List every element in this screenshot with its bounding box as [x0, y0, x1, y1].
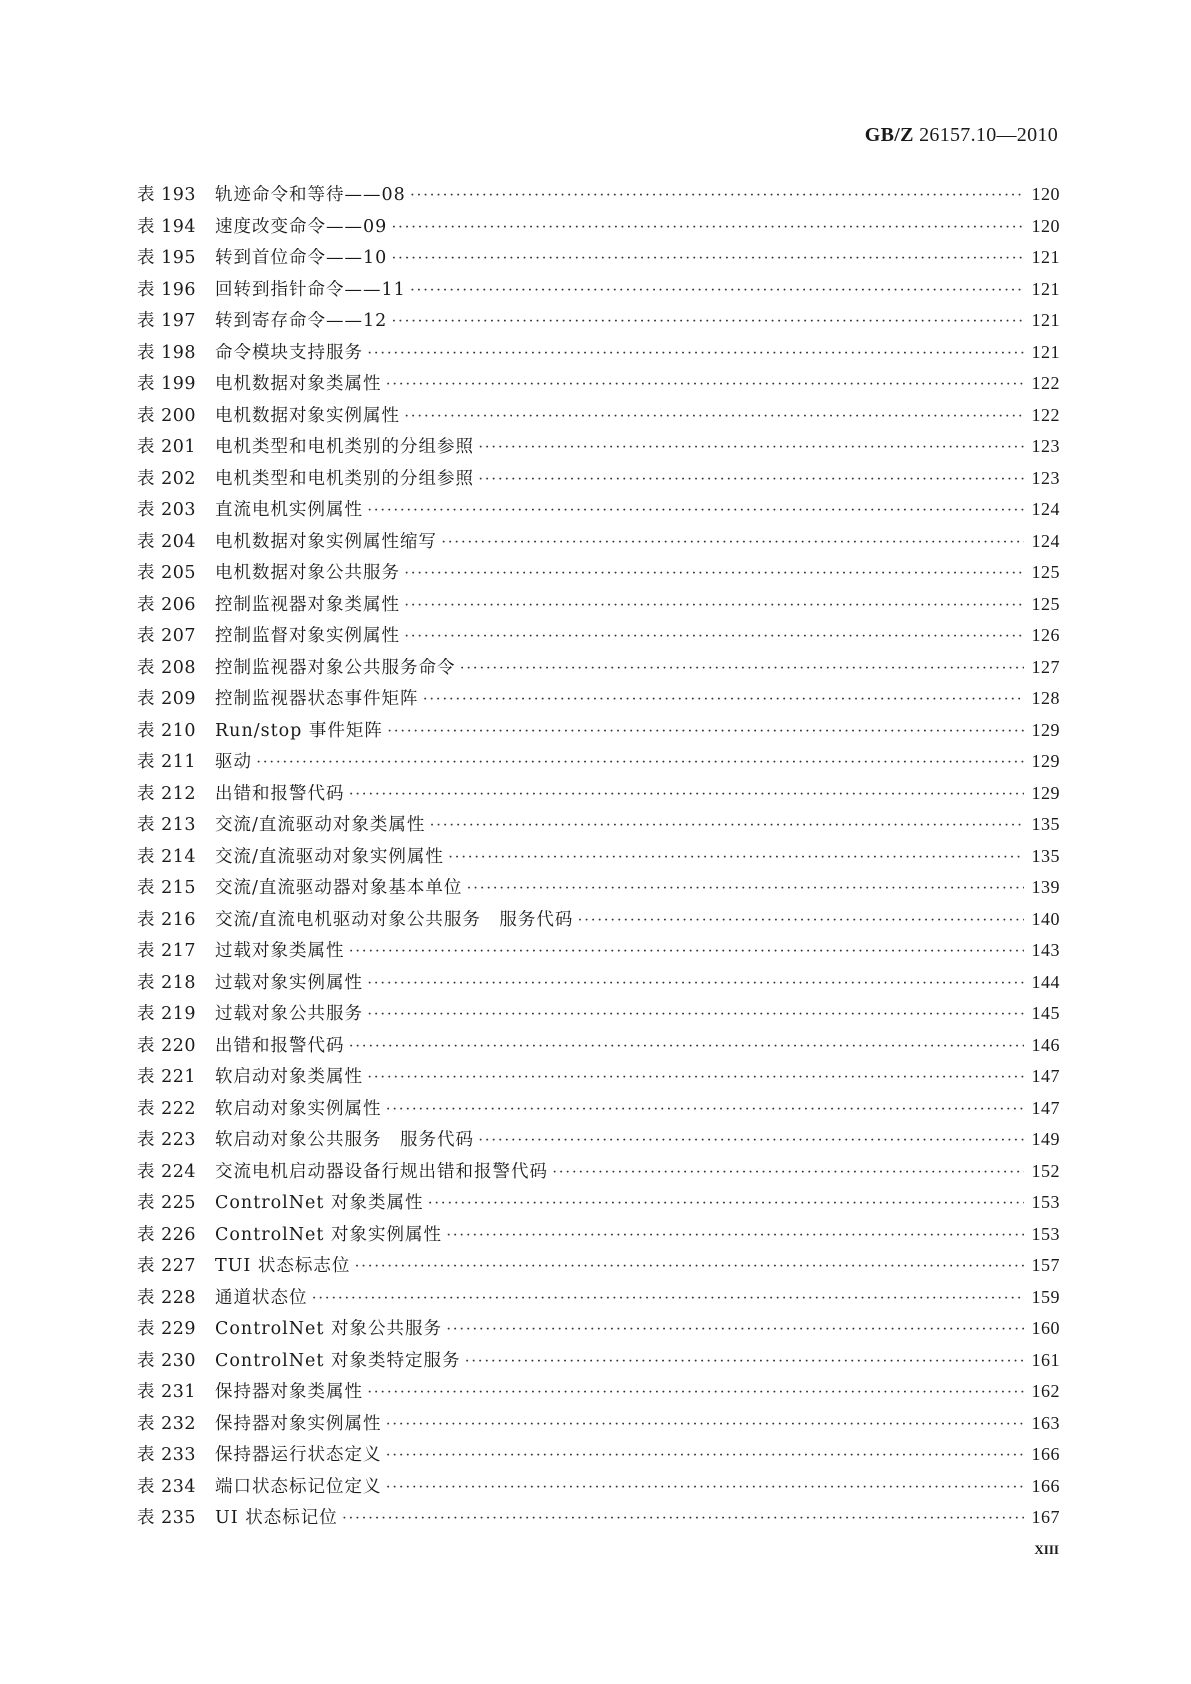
toc-entry[interactable]: [137, 1376, 1060, 1408]
toc-entry-label: 表 213: [137, 815, 196, 835]
toc-entry[interactable]: [137, 274, 1060, 306]
toc-entry[interactable]: [137, 746, 1060, 778]
leader-dots: [312, 1283, 1024, 1315]
toc-entry-page: 121: [1031, 310, 1060, 330]
toc-entry-title: 软启动对象实例属性: [215, 1098, 382, 1119]
toc-entry[interactable]: [137, 652, 1060, 684]
toc-entry[interactable]: [137, 1313, 1060, 1345]
toc-entry[interactable]: [137, 1187, 1060, 1219]
leader-dots: [386, 1094, 1024, 1126]
toc-entry[interactable]: [137, 305, 1060, 337]
toc-entry-label: 表 234: [137, 1476, 196, 1497]
toc-entry-title: 控制监督对象实例属性: [215, 626, 400, 646]
toc-entry-page: 121: [1031, 247, 1060, 267]
toc-entry-title: Run/stop 事件矩阵: [215, 720, 383, 741]
toc-entry-page: 163: [1031, 1412, 1060, 1433]
toc-entry-page: 125: [1031, 593, 1060, 614]
toc-entry-label: 表 194: [137, 216, 196, 237]
toc-entry-page: 135: [1031, 814, 1060, 834]
leader-dots: [577, 905, 1023, 937]
toc-entry-page: 122: [1031, 404, 1060, 425]
leader-dots: [386, 1440, 1024, 1472]
toc-entry-label: 表 209: [137, 689, 196, 709]
toc-entry-title: 交流/直流驱动对象类属性: [215, 815, 426, 835]
toc-entry-title: 直流电机实例属性: [215, 500, 363, 520]
leader-dots: [387, 716, 1024, 748]
toc-entry[interactable]: [137, 841, 1060, 873]
toc-entry-page: 146: [1031, 1034, 1060, 1055]
leader-dots: [460, 653, 1024, 685]
toc-entry-page: 126: [1031, 625, 1060, 645]
toc-entry[interactable]: [137, 1156, 1060, 1188]
toc-entry-label: 表 228: [137, 1287, 196, 1308]
toc-entry-page: 120: [1031, 184, 1060, 204]
toc-entry-title: 电机数据对象类属性: [215, 374, 382, 394]
toc-entry-label: 表 233: [137, 1445, 196, 1465]
toc-entry-title: 过载对象公共服务: [215, 1004, 363, 1024]
toc-entry-label: 表 203: [137, 500, 196, 520]
leader-dots: [466, 873, 1023, 905]
leader-dots: [478, 464, 1024, 496]
toc-entry-label: 表 195: [137, 248, 196, 268]
leader-dots: [410, 275, 1024, 307]
toc-entry[interactable]: [137, 1219, 1060, 1251]
toc-entry-page: 166: [1031, 1475, 1060, 1496]
toc-entry-page: 124: [1031, 499, 1060, 519]
leader-dots: [367, 1062, 1024, 1094]
toc-entry-title: 命令模块支持服务: [215, 342, 363, 363]
toc-entry-page: 167: [1031, 1507, 1060, 1527]
toc-entry-page: 147: [1031, 1097, 1060, 1118]
toc-entry-title: 轨迹命令和等待——08: [215, 185, 406, 205]
toc-entry-page: 145: [1031, 1003, 1060, 1023]
toc-entry[interactable]: [137, 1093, 1060, 1125]
leader-dots: [465, 1346, 1024, 1378]
leader-dots: [423, 684, 1024, 716]
toc-entry-title: 保持器对象实例属性: [215, 1413, 382, 1434]
toc-entry-title: ControlNet 对象类属性: [215, 1193, 424, 1213]
toc-entry-label: 表 207: [137, 626, 196, 646]
toc-entry-label: 表 211: [137, 752, 196, 772]
leader-dots: [446, 1220, 1024, 1252]
toc-entry-page: 120: [1031, 215, 1060, 236]
toc-entry-title: 速度改变命令——09: [215, 216, 388, 237]
toc-entry-label: 表 218: [137, 972, 196, 993]
toc-entry[interactable]: [137, 1250, 1060, 1282]
toc-entry-page: 159: [1031, 1286, 1060, 1307]
toc-entry-page: 140: [1031, 908, 1060, 929]
toc-entry-title: 交流/直流驱动对象实例属性: [215, 846, 444, 867]
toc-entry-page: 160: [1031, 1318, 1060, 1338]
page-number: XIII: [1034, 1542, 1059, 1557]
toc-entry-title: 控制监视器对象类属性: [215, 594, 400, 615]
table-of-tables: [137, 179, 1060, 1534]
toc-entry-page: 149: [1031, 1129, 1060, 1149]
toc-entry-title: 电机数据对象公共服务: [215, 563, 400, 583]
toc-entry-page: 153: [1031, 1223, 1060, 1244]
leader-dots: [256, 747, 1024, 779]
toc-entry-page: 143: [1031, 940, 1060, 960]
toc-entry[interactable]: [137, 337, 1060, 369]
leader-dots: [404, 590, 1024, 622]
toc-entry[interactable]: [137, 872, 1060, 904]
leader-dots: [386, 1472, 1024, 1504]
toc-entry[interactable]: [137, 463, 1060, 495]
toc-entry[interactable]: [137, 179, 1060, 211]
toc-entry[interactable]: [137, 620, 1060, 652]
leader-dots: [367, 1377, 1024, 1409]
toc-entry-page: 144: [1031, 971, 1060, 992]
toc-entry-page: 129: [1031, 719, 1060, 740]
leader-dots: [391, 306, 1023, 338]
toc-entry[interactable]: [137, 1282, 1060, 1314]
toc-entry-label: 表 222: [137, 1098, 196, 1119]
toc-entry-page: 166: [1031, 1444, 1060, 1464]
toc-entry-page: 147: [1031, 1066, 1060, 1086]
standard-prefix: GB/Z: [864, 124, 914, 146]
leader-dots: [367, 338, 1024, 370]
toc-entry[interactable]: [137, 431, 1060, 463]
toc-entry-label: 表 210: [137, 720, 196, 741]
toc-entry-label: 表 230: [137, 1350, 196, 1371]
toc-entry[interactable]: [137, 967, 1060, 999]
toc-entry-page: 125: [1031, 562, 1060, 582]
toc-entry[interactable]: [137, 242, 1060, 274]
toc-entry-page: 129: [1031, 751, 1060, 771]
toc-entry[interactable]: [137, 904, 1060, 936]
leader-dots: [386, 369, 1024, 401]
toc-entry-title: TUI 状态标志位: [215, 1256, 351, 1276]
toc-entry-page: 135: [1031, 845, 1060, 866]
toc-entry-page: 128: [1031, 688, 1060, 708]
toc-entry[interactable]: [137, 778, 1060, 810]
leader-dots: [386, 1409, 1024, 1441]
toc-entry-label: 表 235: [137, 1508, 196, 1528]
toc-entry-label: 表 208: [137, 657, 196, 678]
leader-dots: [349, 936, 1024, 968]
leader-dots: [441, 527, 1024, 559]
leader-dots: [410, 180, 1024, 212]
toc-entry-title: 电机类型和电机类别的分组参照: [215, 437, 474, 457]
toc-entry-title: 交流/直流驱动器对象基本单位: [215, 878, 463, 898]
toc-entry-label: 表 232: [137, 1413, 196, 1434]
toc-entry-label: 表 219: [137, 1004, 196, 1024]
toc-entry-title: 转到首位命令——10: [215, 248, 388, 268]
toc-entry[interactable]: [137, 557, 1060, 589]
leader-dots: [404, 621, 1024, 653]
toc-entry-label: 表 200: [137, 405, 196, 426]
toc-entry-label: 表 225: [137, 1193, 196, 1213]
toc-entry[interactable]: [137, 400, 1060, 432]
toc-entry-title: 控制监视器对象公共服务命令: [215, 657, 456, 678]
standard-number: 26157.10—2010: [913, 124, 1058, 146]
toc-entry-title: ControlNet 对象公共服务: [215, 1319, 442, 1339]
leader-dots: [446, 1314, 1024, 1346]
toc-entry-label: 表 204: [137, 531, 196, 552]
toc-entry-title: 交流/直流电机驱动对象公共服务 服务代码: [215, 909, 574, 930]
toc-entry-title: 保持器对象类属性: [215, 1382, 363, 1402]
toc-entry-label: 表 223: [137, 1130, 196, 1150]
toc-entry-label: 表 217: [137, 941, 196, 961]
toc-entry-page: 153: [1031, 1192, 1060, 1212]
toc-entry-label: 表 216: [137, 909, 196, 930]
toc-entry-page: 127: [1031, 656, 1060, 677]
toc-entry-label: 表 224: [137, 1161, 196, 1182]
leader-dots: [448, 842, 1024, 874]
toc-entry-label: 表 199: [137, 374, 196, 394]
toc-entry-title: 软启动对象公共服务 服务代码: [215, 1130, 474, 1150]
toc-entry-label: 表 212: [137, 783, 196, 804]
leader-dots: [404, 558, 1024, 590]
toc-entry-page: 123: [1031, 436, 1060, 456]
toc-entry-title: ControlNet 对象类特定服务: [215, 1350, 461, 1371]
toc-entry-page: 129: [1031, 782, 1060, 803]
toc-entry-page: 152: [1031, 1160, 1060, 1181]
toc-entry-label: 表 196: [137, 279, 196, 300]
toc-entry-title: UI 状态标记位: [215, 1508, 338, 1528]
toc-entry-label: 表 206: [137, 594, 196, 615]
toc-entry-page: 123: [1031, 467, 1060, 488]
toc-entry-label: 表 198: [137, 342, 196, 363]
toc-entry-title: 通道状态位: [215, 1287, 308, 1308]
toc-entry[interactable]: [137, 1439, 1060, 1471]
toc-entry-label: 表 205: [137, 563, 196, 583]
toc-entry[interactable]: [137, 1030, 1060, 1062]
toc-entry-page: 124: [1031, 530, 1060, 551]
toc-entry-title: 电机数据对象实例属性: [215, 405, 400, 426]
toc-entry[interactable]: [137, 589, 1060, 621]
toc-entry-title: ControlNet 对象实例属性: [215, 1224, 442, 1245]
toc-entry-page: 139: [1031, 877, 1060, 897]
leader-dots: [367, 999, 1024, 1031]
leader-dots: [367, 495, 1024, 527]
leader-dots: [478, 432, 1024, 464]
toc-entry[interactable]: [137, 526, 1060, 558]
toc-entry-label: 表 227: [137, 1256, 196, 1276]
toc-entry-title: 驱动: [215, 752, 252, 772]
toc-entry[interactable]: [137, 211, 1060, 243]
toc-entry-label: 表 215: [137, 878, 196, 898]
toc-entry-label: 表 221: [137, 1067, 196, 1087]
toc-entry-title: 保持器运行状态定义: [215, 1445, 382, 1465]
toc-entry-title: 过载对象类属性: [215, 941, 345, 961]
leader-dots: [354, 1251, 1023, 1283]
leader-dots: [391, 243, 1023, 275]
toc-entry-page: 162: [1031, 1381, 1060, 1401]
leader-dots: [552, 1157, 1024, 1189]
toc-entry-label: 表 197: [137, 311, 196, 331]
toc-entry-title: 回转到指针命令——11: [215, 279, 406, 300]
toc-entry-title: 端口状态标记位定义: [215, 1476, 382, 1497]
toc-entry[interactable]: [137, 998, 1060, 1030]
toc-entry[interactable]: [137, 1061, 1060, 1093]
toc-entry[interactable]: [137, 1124, 1060, 1156]
toc-entry-page: 121: [1031, 278, 1060, 299]
leader-dots: [429, 810, 1023, 842]
document-code: [865, 124, 1058, 147]
toc-entry-title: 出错和报警代码: [215, 783, 345, 804]
toc-entry[interactable]: [137, 1502, 1060, 1534]
leader-dots: [349, 779, 1024, 811]
toc-entry-title: 出错和报警代码: [215, 1035, 345, 1056]
toc-entry-page: 122: [1031, 373, 1060, 393]
leader-dots: [404, 401, 1024, 433]
toc-entry-label: 表 231: [137, 1382, 196, 1402]
toc-entry-label: 表 220: [137, 1035, 196, 1056]
leader-dots: [428, 1188, 1024, 1220]
toc-entry-title: 电机类型和电机类别的分组参照: [215, 468, 474, 489]
toc-entry-label: 表 226: [137, 1224, 196, 1245]
toc-entry-title: 交流电机启动器设备行规出错和报警代码: [215, 1161, 548, 1182]
toc-entry[interactable]: [137, 1408, 1060, 1440]
toc-entry-page: 161: [1031, 1349, 1060, 1370]
toc-entry-label: 表 214: [137, 846, 196, 867]
toc-entry-label: 表 193: [137, 185, 196, 205]
toc-entry[interactable]: [137, 1345, 1060, 1377]
toc-entry-page: 157: [1031, 1255, 1060, 1275]
leader-dots: [391, 212, 1023, 244]
toc-entry-page: 121: [1031, 341, 1060, 362]
toc-entry[interactable]: [137, 809, 1060, 841]
toc-entry[interactable]: [137, 368, 1060, 400]
leader-dots: [349, 1031, 1024, 1063]
toc-entry-label: 表 229: [137, 1319, 196, 1339]
leader-dots: [367, 968, 1024, 1000]
toc-entry-label: 表 201: [137, 437, 196, 457]
toc-entry[interactable]: [137, 683, 1060, 715]
toc-entry[interactable]: [137, 494, 1060, 526]
toc-entry-title: 转到寄存命令——12: [215, 311, 388, 331]
toc-entry-title: 电机数据对象实例属性缩写: [215, 531, 437, 552]
toc-entry-title: 软启动对象类属性: [215, 1067, 363, 1087]
toc-entry[interactable]: [137, 935, 1060, 967]
toc-entry-title: 控制监视器状态事件矩阵: [215, 689, 419, 709]
toc-entry[interactable]: [137, 1471, 1060, 1503]
toc-entry-title: 过载对象实例属性: [215, 972, 363, 993]
leader-dots: [342, 1503, 1024, 1535]
toc-entry-label: 表 202: [137, 468, 196, 489]
toc-entry[interactable]: [137, 715, 1060, 747]
leader-dots: [478, 1125, 1024, 1157]
